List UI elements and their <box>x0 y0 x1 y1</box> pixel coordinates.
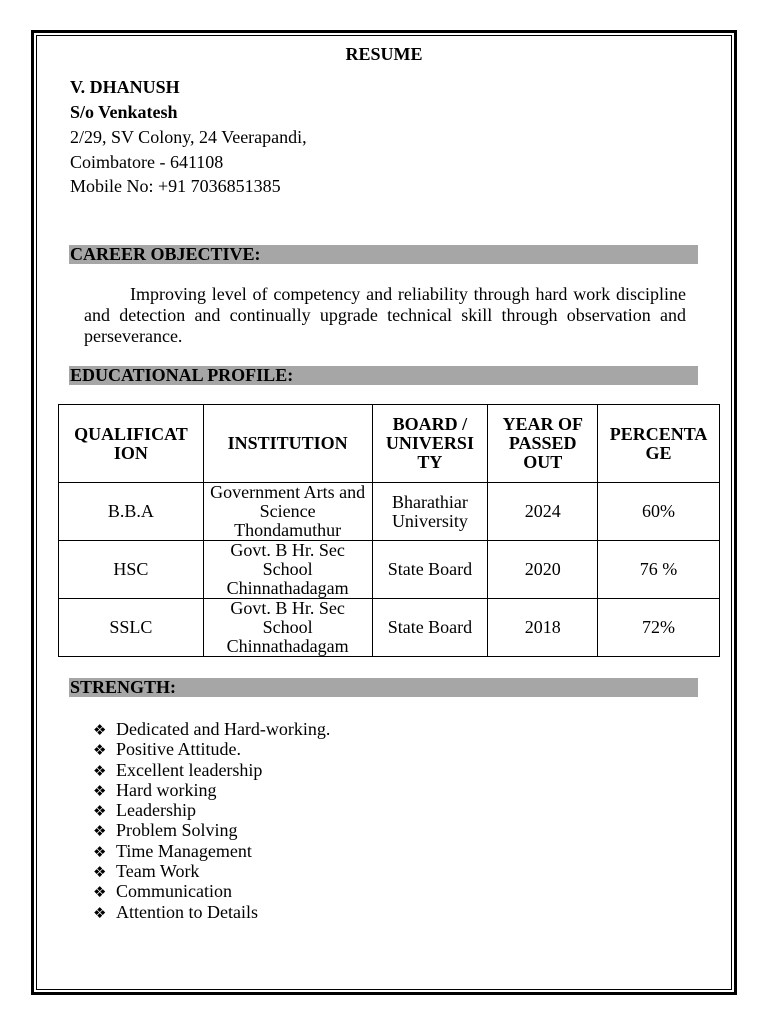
strength-list <box>93 720 330 923</box>
table-header-row <box>59 405 720 483</box>
diamond-bullet-icon: ❖ <box>93 761 107 780</box>
list-item-label: Time Management <box>116 840 252 861</box>
list-item <box>93 862 330 882</box>
list-item-label: Excellent leadership <box>116 759 263 780</box>
column-header-qualification: QUALIFICAT ION <box>59 405 204 483</box>
table-cell: Bharathiar University <box>372 483 488 541</box>
address-line: 2/29, SV Colony, 24 Veerapandi, <box>70 127 307 147</box>
list-item-label: Problem Solving <box>116 820 238 841</box>
list-item-label: Attention to Details <box>116 901 258 922</box>
table-cell: 2018 <box>488 599 598 657</box>
table-cell: State Board <box>372 541 488 599</box>
column-header-institution: INSTITUTION <box>203 405 372 483</box>
section-heading-educational-profile: EDUCATIONAL PROFILE: <box>69 366 698 385</box>
list-item <box>93 761 330 781</box>
list-item-label: Leadership <box>116 800 196 821</box>
table-cell: 2020 <box>488 541 598 599</box>
table-cell: 76 % <box>598 541 720 599</box>
column-header-percentage: PERCENTA GE <box>598 405 720 483</box>
table-cell: 2024 <box>488 483 598 541</box>
list-item-label: Team Work <box>116 861 200 882</box>
diamond-bullet-icon: ❖ <box>93 842 107 861</box>
column-header-year: YEAR OF PASSED OUT <box>488 405 598 483</box>
list-item <box>93 781 330 801</box>
parent-name: S/o Venkatesh <box>70 102 178 122</box>
table-cell: State Board <box>372 599 488 657</box>
column-header-board: BOARD / UNIVERSI TY <box>372 405 488 483</box>
table-cell: Govt. B Hr. Sec School Chinnathadagam <box>203 599 372 657</box>
diamond-bullet-icon: ❖ <box>93 781 107 800</box>
list-item <box>93 882 330 902</box>
list-item <box>93 740 330 760</box>
career-objective-text: Improving level of competency and reliability through hard work discipline and detection and continually upgrade technical skill through observation and perseverance. <box>84 284 686 346</box>
table-cell: 60% <box>598 483 720 541</box>
mobile-number: Mobile No: +91 7036851385 <box>70 176 281 196</box>
table-row <box>59 541 720 599</box>
table-cell: 72% <box>598 599 720 657</box>
resume-title: RESUME <box>345 44 423 64</box>
diamond-bullet-icon: ❖ <box>93 883 107 902</box>
list-item <box>93 801 330 821</box>
table-row <box>59 599 720 657</box>
section-heading-strength: STRENGTH: <box>69 678 698 697</box>
diamond-bullet-icon: ❖ <box>93 802 107 821</box>
list-item-label: Hard working <box>116 779 217 800</box>
list-item-label: Dedicated and Hard-working. <box>116 719 331 739</box>
list-item <box>93 821 330 841</box>
address-line: Coimbatore - 641108 <box>70 152 224 172</box>
education-table <box>58 404 720 657</box>
diamond-bullet-icon: ❖ <box>93 863 107 882</box>
table-cell: B.B.A <box>59 483 204 541</box>
list-item <box>93 720 330 740</box>
diamond-bullet-icon: ❖ <box>93 741 107 760</box>
table-cell: Government Arts and Science Thondamuthur <box>203 483 372 541</box>
list-item <box>93 842 330 862</box>
table-cell: Govt. B Hr. Sec School Chinnathadagam <box>203 541 372 599</box>
list-item <box>93 903 330 923</box>
table-cell: HSC <box>59 541 204 599</box>
table-row <box>59 483 720 541</box>
section-heading-career-objective: CAREER OBJECTIVE: <box>69 245 698 264</box>
candidate-name: V. DHANUSH <box>70 77 180 97</box>
diamond-bullet-icon: ❖ <box>93 822 107 841</box>
table-cell: SSLC <box>59 599 204 657</box>
diamond-bullet-icon: ❖ <box>93 721 107 739</box>
list-item-label: Positive Attitude. <box>116 739 242 760</box>
diamond-bullet-icon: ❖ <box>93 903 107 922</box>
list-item-label: Communication <box>116 881 232 902</box>
